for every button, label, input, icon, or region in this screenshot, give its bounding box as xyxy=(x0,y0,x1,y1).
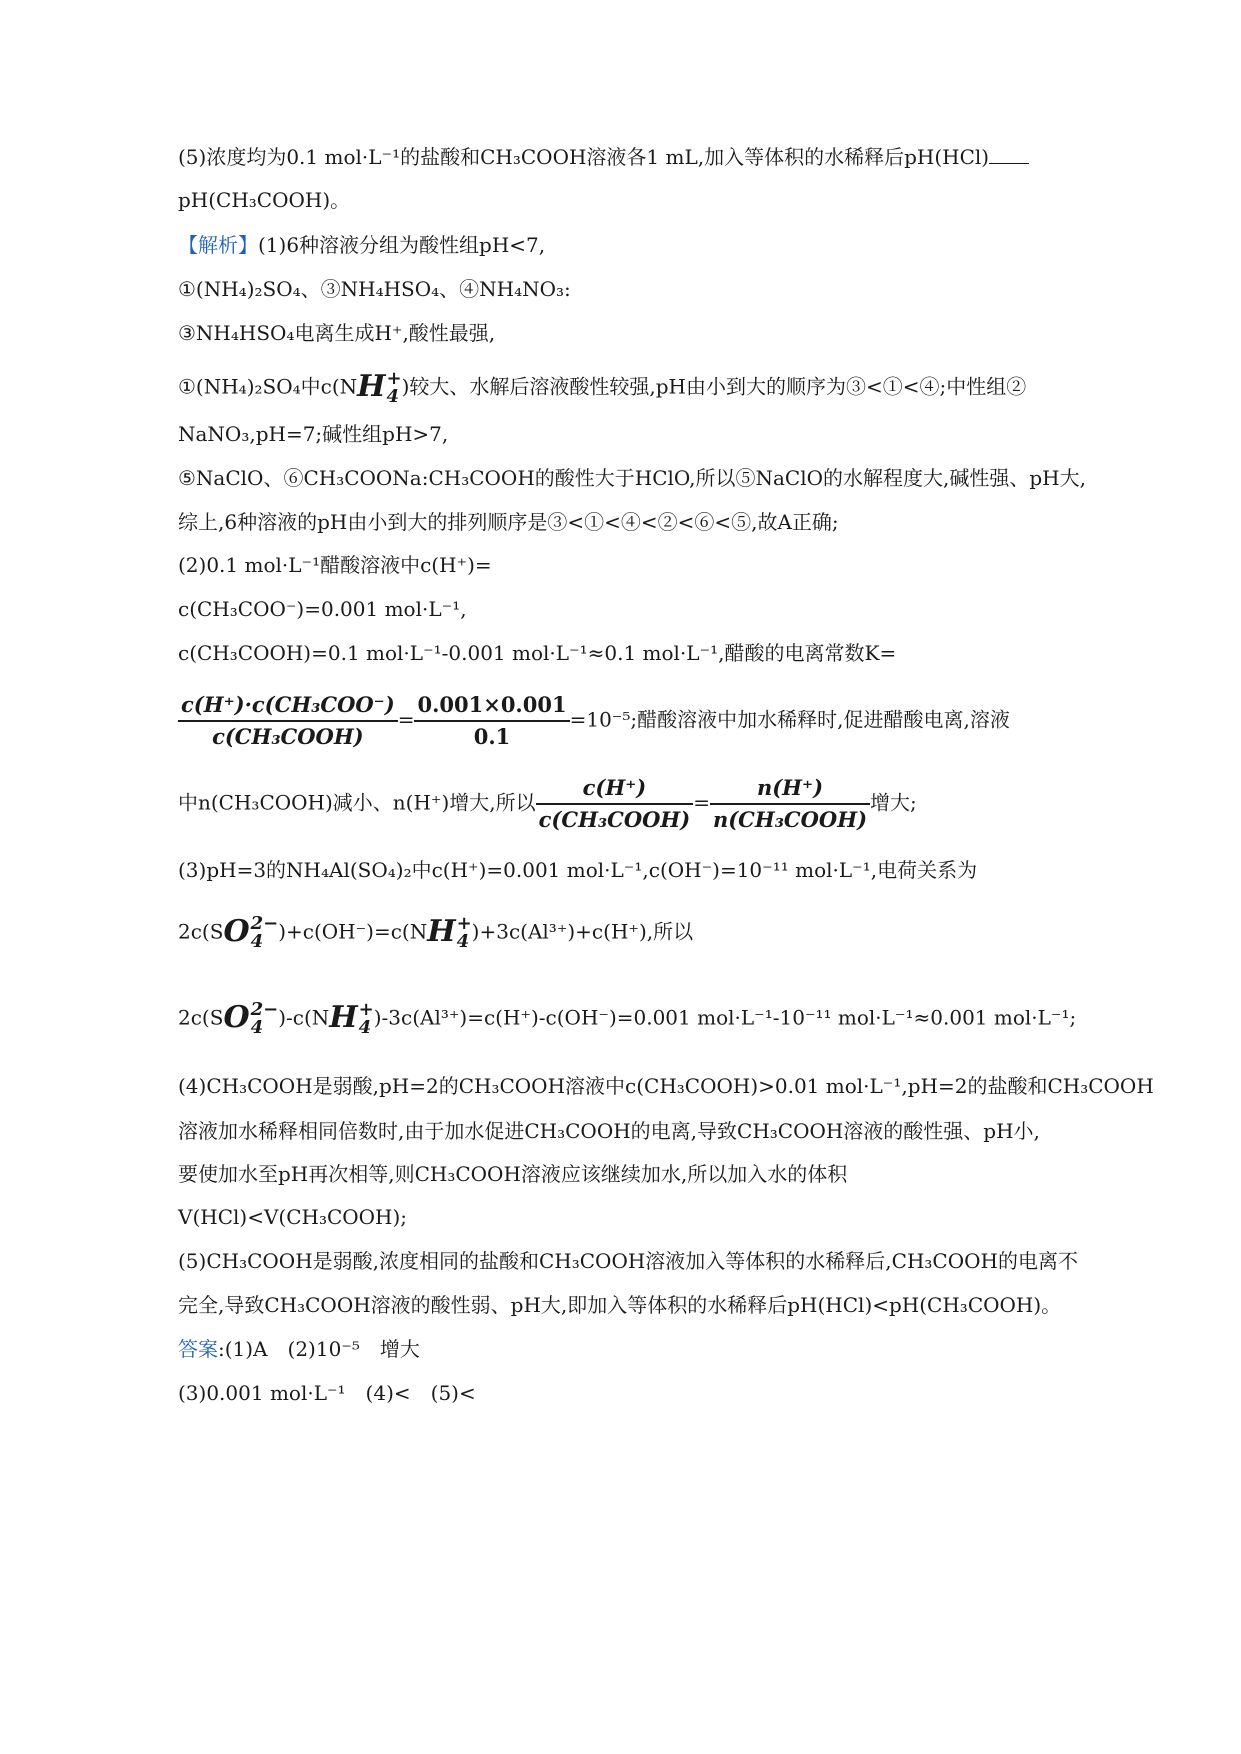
neutral-line xyxy=(178,420,448,448)
part5-line-a xyxy=(178,1247,1078,1275)
ion-sub: 4 xyxy=(250,1017,264,1038)
ammonium-ion xyxy=(357,368,402,407)
fraction-denominator: c(CH₃COOH) xyxy=(212,724,364,749)
ratio-head-text: 中n(CH₃COOH)减小、n(H⁺)增大,所以 xyxy=(178,790,536,815)
ratio-tail-text: 增大; xyxy=(870,790,917,815)
amount-ratio-fraction xyxy=(710,773,870,835)
answer-blank xyxy=(989,143,1029,164)
part4-line-c xyxy=(178,1160,847,1188)
fraction-denominator: n(CH₃COOH) xyxy=(712,807,868,832)
nh4-line xyxy=(178,370,1026,406)
part5-text-b: 完全,导致CH₃COOH溶液的酸性弱、pH大,即加入等体积的水稀释后pH(HCl)<pH(CH₃COOH)。 xyxy=(178,1293,1062,1317)
fraction-numerator: 0.001×0.001 xyxy=(414,690,569,722)
fraction-numerator: c(H⁺)·c(CH₃COO⁻) xyxy=(178,690,398,722)
ion-sub: 4 xyxy=(250,931,264,952)
ion-base: H xyxy=(357,369,386,404)
q5-text-2: pH(CH₃COOH)。 xyxy=(178,188,351,212)
analysis-heading xyxy=(178,231,545,259)
ion-sup: + xyxy=(456,913,472,934)
ion-sub: 4 xyxy=(358,1017,372,1038)
part4-text-b: 溶液加水稀释相同倍数时,由于加水促进CH₃COOH的电离,导致CH₃COOH溶液的酸性强、pH小, xyxy=(178,1119,1040,1143)
ka-expression-fraction xyxy=(178,690,398,752)
ion-sup: 2− xyxy=(250,913,279,934)
ammonium-ion xyxy=(427,913,472,952)
nh4-text-a: ①(NH₄)₂SO₄中c(N xyxy=(178,374,358,399)
ion-sub: 4 xyxy=(386,386,400,407)
ion-sup: + xyxy=(386,368,402,389)
fraction-denominator: 0.1 xyxy=(473,724,511,749)
part4-text-c: 要使加水至pH再次相等,则CH₃COOH溶液应该继续加水,所以加入水的体积 xyxy=(178,1162,848,1186)
part3-text-a: (3)pH=3的NH₄Al(SO₄)₂中c(H⁺)=0.001 mol·L⁻¹,c(OH⁻)=10⁻¹¹ mol·L⁻¹,电荷关系为 xyxy=(178,858,978,882)
charge-balance-line xyxy=(178,915,693,951)
ammonium-ion xyxy=(329,999,374,1038)
ion-sup: 2− xyxy=(250,999,279,1020)
answer-line-2 xyxy=(178,1379,476,1407)
answer-line-1 xyxy=(178,1335,420,1363)
part4-line-a xyxy=(178,1072,1154,1100)
part2-line-b xyxy=(178,595,467,623)
ratio-equation-line xyxy=(178,773,917,835)
charge-text-1: 2c(S xyxy=(178,919,224,944)
fraction-numerator: c(H⁺) xyxy=(536,773,694,805)
result-text-2: )-c(N xyxy=(278,1005,330,1030)
answer-tag: 答案 xyxy=(178,1337,218,1361)
ion-base: O xyxy=(223,914,250,949)
part4-line-b xyxy=(178,1117,1040,1145)
part4-text-d: V(HCl)<V(CH₃COOH); xyxy=(178,1205,408,1229)
neutral-text: NaNO₃,pH=7;碱性组pH>7, xyxy=(178,422,449,446)
q5-line-1 xyxy=(178,143,1029,171)
equals-sign: = xyxy=(397,707,415,732)
analysis-text: (1)6种溶液分组为酸性组pH<7, xyxy=(258,233,546,257)
fraction-denominator: c(CH₃COOH) xyxy=(538,807,691,832)
basic-text: ⑤NaClO、⑥CH₃COONa:CH₃COOH的酸性大于HClO,所以⑤NaClO的水解程度大,碱性强、pH大, xyxy=(178,466,1086,490)
ion-sup: + xyxy=(358,999,374,1020)
answer-text-1: :(1)A (2)10⁻⁵ 增大 xyxy=(218,1337,420,1361)
charge-text-2: )+c(OH⁻)=c(N xyxy=(278,919,428,944)
ion-base: O xyxy=(223,1000,250,1035)
concentration-ratio-fraction xyxy=(536,773,694,835)
ka-value-fraction xyxy=(414,690,569,752)
fraction-numerator: n(H⁺) xyxy=(710,773,870,805)
sulfate-ion xyxy=(223,999,279,1038)
part3-line-a xyxy=(178,856,977,884)
ka-equation-line xyxy=(178,690,1010,752)
q5-text: (5)浓度均为0.1 mol·L⁻¹的盐酸和CH₃COOH溶液各1 mL,加入等体积的水稀释后pH(HCl) xyxy=(178,145,990,169)
ionize-line xyxy=(178,319,495,347)
part2-text-c: c(CH₃COOH)=0.1 mol·L⁻¹-0.001 mol·L⁻¹≈0.1 mol·L⁻¹,醋酸的电离常数K= xyxy=(178,641,897,665)
order-line xyxy=(178,508,839,536)
charge-text-3: )+3c(Al³⁺)+c(H⁺),所以 xyxy=(471,919,694,944)
part5-line-b xyxy=(178,1291,1061,1319)
result-text-3: )-3c(Al³⁺)=c(H⁺)-c(OH⁻)=0.001 mol·L⁻¹-10⁻¹¹ mol·L⁻¹≈0.001 mol·L⁻¹; xyxy=(373,1005,1077,1030)
sulfate-ion xyxy=(223,913,279,952)
ion-sub: 4 xyxy=(456,931,470,952)
part4-text-a: (4)CH₃COOH是弱酸,pH=2的CH₃COOH溶液中c(CH₃COOH)>0.01 mol·L⁻¹,pH=2的盐酸和CH₃COOH xyxy=(178,1074,1154,1098)
order-text: 综上,6种溶液的pH由小到大的排列顺序是③<①<④<②<⑥<⑤,故A正确; xyxy=(178,510,839,534)
ion-base: H xyxy=(329,1000,358,1035)
part4-line-d xyxy=(178,1203,407,1231)
ionize-text: ③NH₄HSO₄电离生成H⁺,酸性最强, xyxy=(178,321,496,345)
result-text-1: 2c(S xyxy=(178,1005,224,1030)
nh4-text-b: )较大、水解后溶液酸性较强,pH由小到大的顺序为③<①<④;中性组② xyxy=(401,374,1027,399)
basic-line xyxy=(178,464,1086,492)
charge-result-line xyxy=(178,1001,1076,1037)
part2-line-c xyxy=(178,639,896,667)
ka-tail-text: =10⁻⁵;醋酸溶液中加水稀释时,促进醋酸电离,溶液 xyxy=(569,707,1010,732)
ion-base: H xyxy=(427,914,456,949)
analysis-tag: 【解析】 xyxy=(178,233,258,257)
part2-line-a xyxy=(178,551,492,579)
acid-group-line xyxy=(178,275,571,303)
equals-sign: = xyxy=(693,790,710,815)
part5-text-a: (5)CH₃COOH是弱酸,浓度相同的盐酸和CH₃COOH溶液加入等体积的水稀释后,CH₃COOH的电离不 xyxy=(178,1249,1078,1273)
answer-text-2: (3)0.001 mol·L⁻¹ (4)< (5)< xyxy=(178,1381,476,1405)
acid-group-text: ①(NH₄)₂SO₄、③NH₄HSO₄、④NH₄NO₃: xyxy=(178,277,571,301)
q5-line-2 xyxy=(178,186,350,214)
part2-text-b: c(CH₃COO⁻)=0.001 mol·L⁻¹, xyxy=(178,597,467,621)
part2-text-a: (2)0.1 mol·L⁻¹醋酸溶液中c(H⁺)= xyxy=(178,553,492,577)
